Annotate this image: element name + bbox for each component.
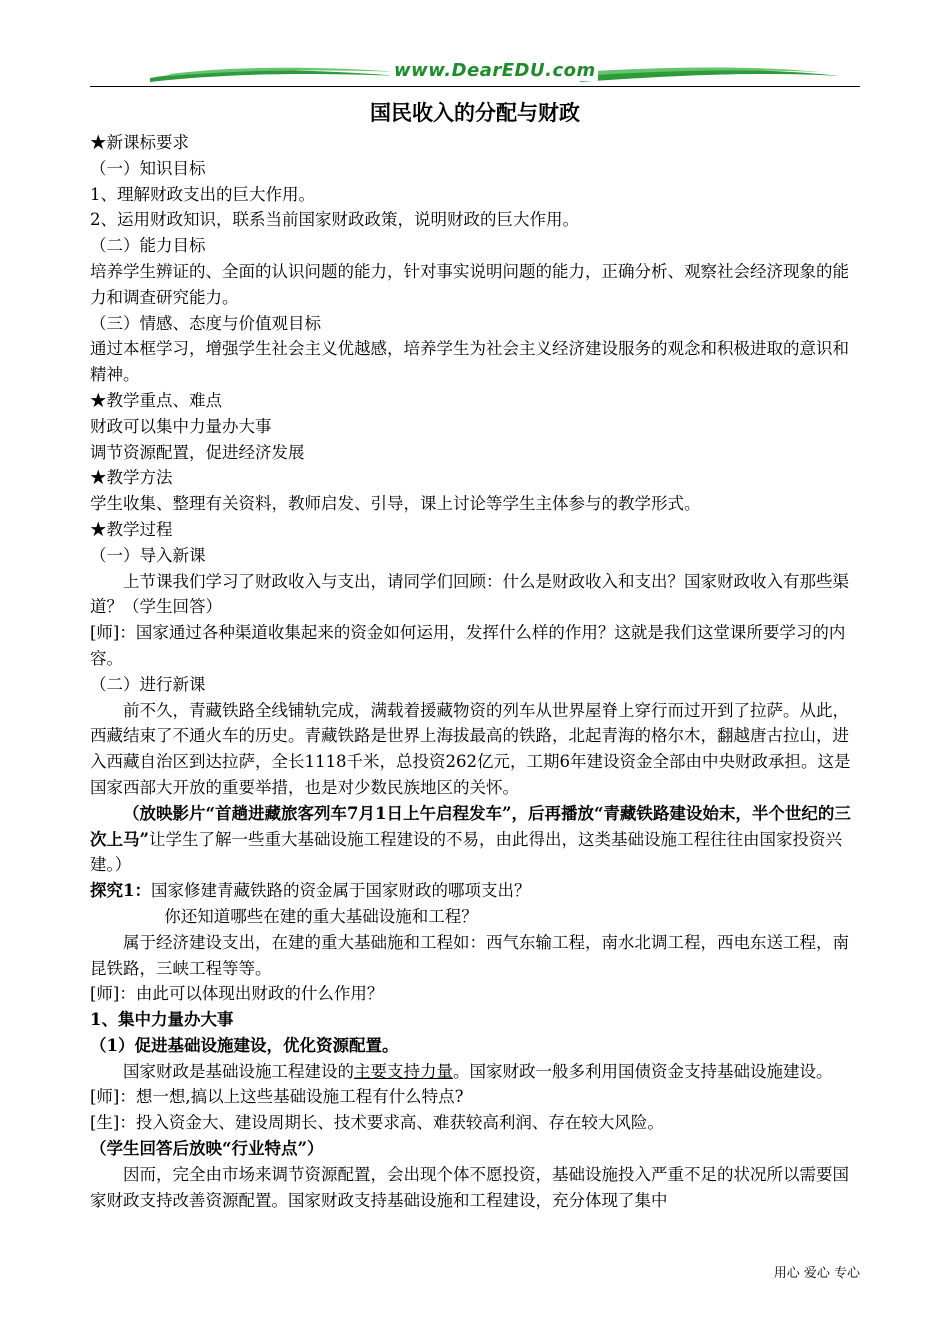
paragraph xyxy=(90,801,860,878)
teacher-line: [师]：由此可以体现出财政的什么作用？ xyxy=(90,984,384,1004)
paragraph: 属于经济建设支出，在建的重大基础施和工程如：西气东输工程，南水北调工程，西电东送工程，南昆铁路，三峡工程等等。 xyxy=(90,932,849,978)
paragraph: 因而，完全由市场来调节资源配置，会出现个体不愿投资，基础设施投入严重不足的状况所以需要国家财政支持改善资源配置。国家财政支持基础设施和工程建设，充分体现了集中 xyxy=(90,1164,849,1210)
site-logo[interactable]: www.DearEDU.com xyxy=(390,60,598,81)
paragraph: 2、运用财政知识，联系当前国家财政政策，说明财政的巨大作用。 xyxy=(90,210,579,230)
section-heading: 1、集中力量办大事 xyxy=(90,1010,234,1030)
paragraph: 1、理解财政支出的巨大作用。 xyxy=(90,184,315,204)
section-heading: ★教学过程 xyxy=(90,519,173,539)
page-title: 国民收入的分配与财政 xyxy=(370,100,580,125)
note-text: 让学生了解一些重大基础设施工程建设的不易，由此得出，这类基础设施工程往往由国家投资兴建。） xyxy=(90,829,842,875)
paragraph: 财政可以集中力量办大事 xyxy=(90,416,272,436)
paragraph xyxy=(90,1059,860,1085)
paragraph: 上节课我们学习了财政收入与支出，请同学们回顾：什么是财政收入和支出？国家财政收入有那些渠道？（学生回答） xyxy=(90,571,849,617)
subsection-heading: （二）进行新课 xyxy=(90,674,206,694)
section-heading: ★新课标要求 xyxy=(90,133,189,152)
subsection-heading: （一）导入新课 xyxy=(90,545,206,565)
text-span: 国家财政是基础设施工程建设的 xyxy=(123,1061,354,1081)
bold-note: （放映影片“首趟进藏旅客列车7月1日上午启程发车”，后再播放“青藏铁路建设始末，半个世纪的三次上马” xyxy=(90,803,851,849)
paragraph: 通过本框学习，增强学生社会主义优越感，培养学生为社会主义经济建设服务的观念和积极进取的意识和精神。 xyxy=(90,339,849,385)
paragraph: 学生收集、整理有关资料，教师启发、引导，课上讨论等学生主体参与的教学形式。 xyxy=(90,494,701,514)
page-footer: 用心 爱心 专心 xyxy=(773,1266,860,1281)
inquiry-text: 国家修建青藏铁路的资金属于国家财政的哪项支出？ xyxy=(150,881,531,901)
paragraph: 前不久，青藏铁路全线铺轨完成，满载着援藏物资的列车从世界屋脊上穿行而过开到了拉萨。从此，西藏结束了不通火车的历史。青藏铁路是世界上海拔最高的铁路，北起青海的格尔木，翻越唐古拉山，进入西藏自治区到达拉萨，全长1118千米，总投资262亿元，工期6年建设资金全部由中央财政承担。这是国家西部大开放的重要举措，也是对少数民族地区的关怀。 xyxy=(90,700,851,797)
section-heading: ★教学方法 xyxy=(90,468,173,488)
header-divider xyxy=(90,86,860,87)
inquiry-label: 探究1： xyxy=(90,881,151,901)
underlined-text: 主要支持力量 xyxy=(354,1061,453,1081)
paragraph: 你还知道哪些在建的重大基础设施和工程？ xyxy=(164,906,478,926)
text-span: 。国家财政一般多利用国债资金支持基础设施建设。 xyxy=(453,1061,833,1081)
document-body xyxy=(90,96,860,1213)
student-line: [生]：投入资金大、建设周期长、技术要求高、难获较高利润、存在较大风险。 xyxy=(90,1113,664,1133)
paragraph: 培养学生辨证的、全面的认识问题的能力，针对事实说明问题的能力，正确分析、观察社会经济现象的能力和调查研究能力。 xyxy=(90,261,849,307)
teacher-line: [师]：国家通过各种渠道收集起来的资金如何运用，发挥什么样的作用？这就是我们这堂课所要学习的内容。 xyxy=(90,623,846,668)
subsection-heading: （二）能力目标 xyxy=(90,236,206,256)
subsection-heading: （一）知识目标 xyxy=(90,158,206,178)
header-swoosh-left xyxy=(150,64,400,86)
subsection-heading: （三）情感、态度与价值观目标 xyxy=(90,313,321,333)
subsection-heading: （1）促进基础设施建设，优化资源配置。 xyxy=(90,1035,399,1055)
page-header xyxy=(90,58,860,88)
section-heading: ★教学重点、难点 xyxy=(90,390,222,410)
inquiry-line xyxy=(90,878,860,904)
header-swoosh-right xyxy=(580,64,840,86)
bold-note: （学生回答后放映“行业特点”） xyxy=(90,1139,324,1159)
teacher-line: [师]：想一想,搞以上这些基础设施工程有什么特点? xyxy=(90,1087,464,1107)
paragraph: 调节资源配置，促进经济发展 xyxy=(90,442,305,462)
